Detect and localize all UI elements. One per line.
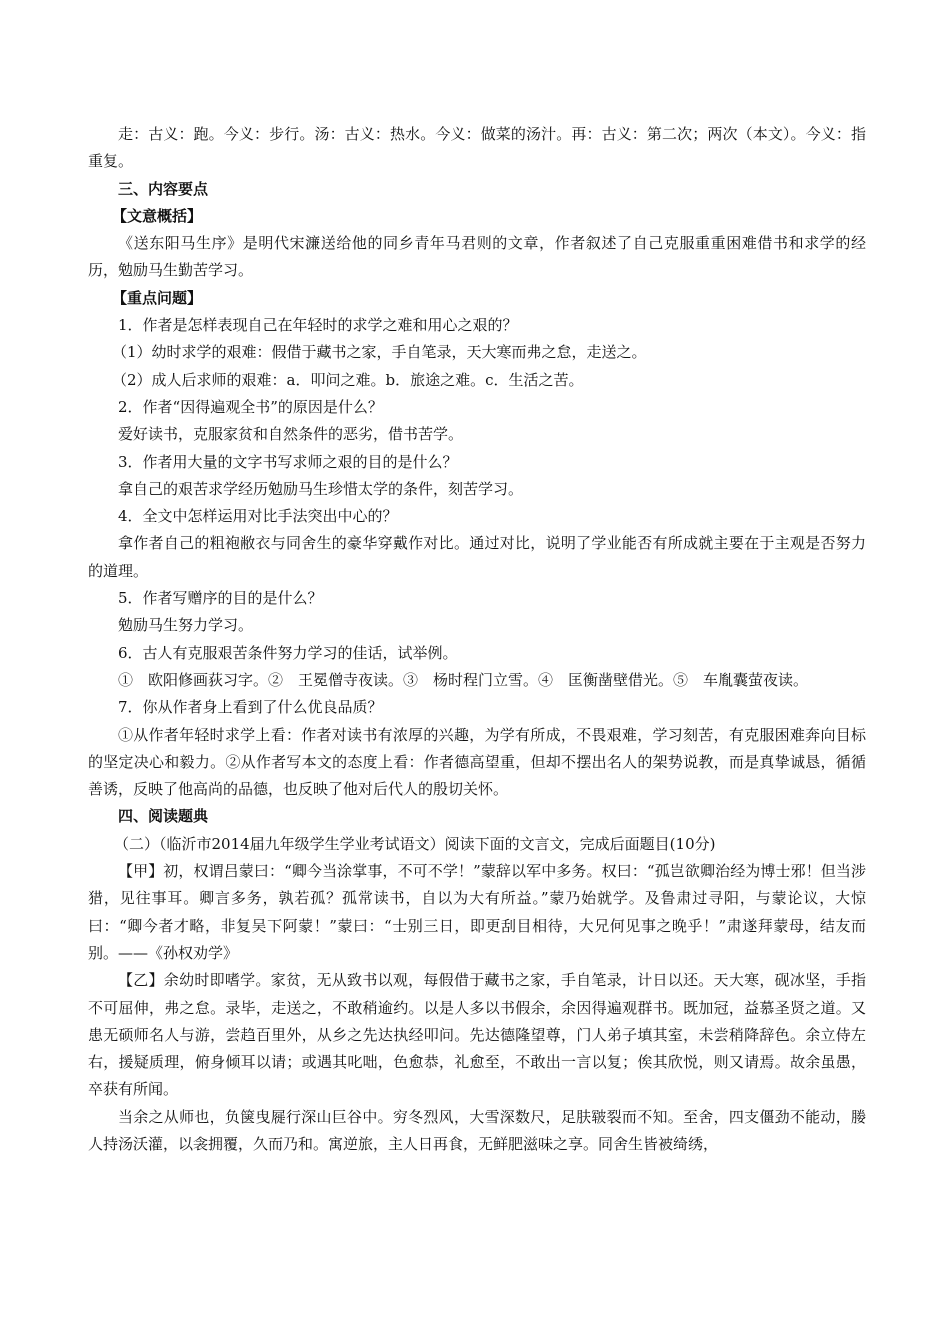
section-heading-reading: 四、阅读题典 <box>118 807 209 826</box>
answer-4: 拿作者自己的粗袍敝衣与同舍生的豪华穿戴作对比。通过对比，说明了学业能否有所成就主要在于主观是否努力的道理。 <box>88 534 866 580</box>
question-7: 7．你从作者身上看到了什么优良品质？ <box>118 698 383 717</box>
answer-6: ① 欧阳修画荻习字。② 王冕僧寺夜读。③ 杨时程门立雪。④ 匡衡凿壁借光。⑤ 车胤囊萤夜读。 <box>118 670 809 689</box>
subheading-key-questions: 【重点问题】 <box>112 288 203 307</box>
passage-jia: 【甲】初，权谓吕蒙曰：“卿今当涂掌事，不可不学！”蒙辞以军中多务。权曰：“孤岂欲卿治经为博士邪！但当涉猎，见往事耳。卿言多务，孰若孤？孤常读书，自以为大有所益。”蒙乃始就学。及鲁肃过寻阳，与蒙论议，大惊曰：“卿今者才略，非复吴下阿蒙！”蒙曰：“士别三日，即更刮目相待，大兄何见事之晚乎！”肃遂拜蒙母，结友而别。——《孙权劝学》 <box>88 862 866 962</box>
vocab-paragraph: 走：古义：跑。今义：步行。汤：古义：热水。今义：做菜的汤汁。再：古义：第二次；两次（本文）。今义：指重复。 <box>88 125 866 171</box>
section-heading-content-points: 三、内容要点 <box>118 179 209 198</box>
question-6: 6．古人有克服艰苦条件努力学习的佳话，试举例。 <box>118 643 458 662</box>
answer-5: 勉励马生努力学习。 <box>118 616 254 635</box>
answer-1a: （1）幼时求学的艰难：假借于藏书之家，手自笔录，天大寒而弗之怠，走送之。 <box>112 343 647 362</box>
document-page <box>88 121 866 1158</box>
question-3: 3．作者用大量的文字书写求师之艰的目的是什么？ <box>118 452 458 471</box>
answer-7: ①从作者年轻时求学上看：作者对读书有浓厚的兴趣，为学有所成，不畏艰难，学习刻苦，有克服困难奔向目标的坚定决心和毅力。②从作者写本文的态度上看：作者德高望重，但却不摆出名人的架势说教，而是真挚诚恳，循循善诱，反映了他高尚的品德，也反映了他对后代人的殷切关怀。 <box>88 725 866 799</box>
question-4: 4．全文中怎样运用对比手法突出中心的？ <box>118 507 398 526</box>
answer-3: 拿自己的艰苦求学经历勉励马生珍惜太学的条件，刻苦学习。 <box>118 479 524 498</box>
passage-continued: 当余之从师也，负箧曳屣行深山巨谷中。穷冬烈风，大雪深数尺，足肤皲裂而不知。至舍，四支僵劲不能动，媵人持汤沃灌，以衾拥覆，久而乃和。寓逆旅，主人日再食，无鲜肥滋味之享。同舍生皆被绮绣， <box>88 1107 866 1153</box>
passage-yi: 【乙】余幼时即嗜学。家贫，无从致书以观，每假借于藏书之家，手自笔录，计日以还。天大寒，砚冰坚，手指不可屈伸，弗之怠。录毕，走送之，不敢稍逾约。以是人多以书假余，余因得遍观群书。既加冠，益慕圣贤之道。又患无硕师名人与游，尝趋百里外，从乡之先达执经叩问。先达德隆望尊，门人弟子填其室，未尝稍降辞色。余立侍左右，援疑质理，俯身倾耳以请；或遇其叱咄，色愈恭，礼愈至，不敢出一言以复；俟其欣悦，则又请焉。故余虽愚，卒获有所闻。 <box>88 971 866 1099</box>
answer-2: 爱好读书，克服家贫和自然条件的恶劣，借书苦学。 <box>118 425 464 444</box>
question-1: 1．作者是怎样表现自己在年轻时的求学之难和用心之艰的？ <box>118 316 518 335</box>
answer-1b: （2）成人后求师的艰难：a．叩问之难。b．旅途之难。c．生活之苦。 <box>112 370 584 389</box>
summary-paragraph: 《送东阳马生序》是明代宋濂送给他的同乡青年马君则的文章，作者叙述了自己克服重重困难借书和求学的经历，勉励马生勤苦学习。 <box>88 234 866 280</box>
question-2: 2．作者“因得遍观全书”的原因是什么？ <box>118 397 383 416</box>
question-5: 5．作者写赠序的目的是什么？ <box>118 589 323 608</box>
reading-intro: （二）（临沂市2014届九年级学生学业考试语文）阅读下面的文言文，完成后面题目(10分) <box>114 834 716 853</box>
subheading-summary: 【文意概括】 <box>112 206 203 225</box>
